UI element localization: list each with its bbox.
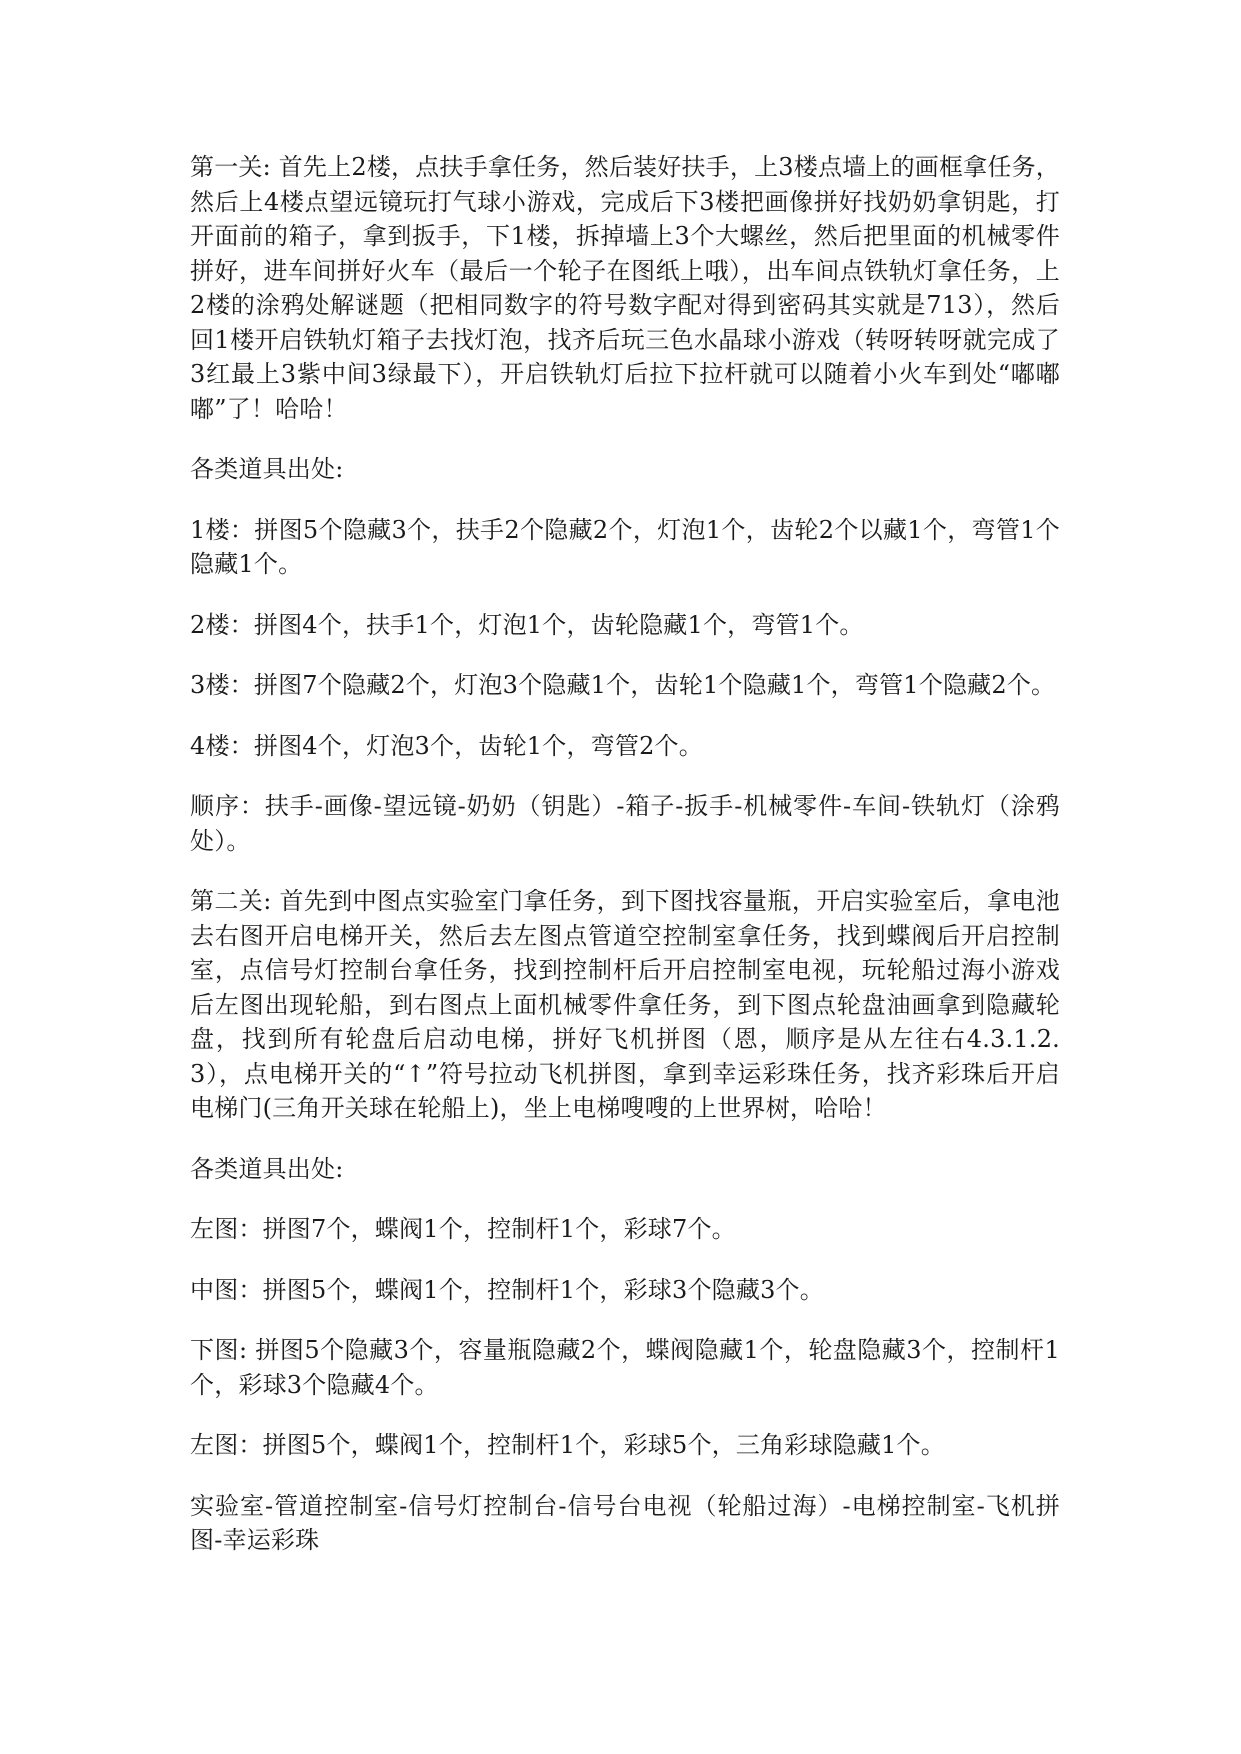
level1-floor4-items: 4楼：拼图4个，灯泡3个，齿轮1个，弯管2个。 — [190, 731, 703, 760]
level2-items-heading: 各类道具出处: — [190, 1154, 344, 1183]
level2-middle-items: 中图：拼图5个，蝶阀1个，控制杆1个，彩球3个隐藏3个。 — [190, 1275, 824, 1304]
level1-floor1-items: 1楼：拼图5个隐藏3个，扶手2个隐藏2个，灯泡1个，齿轮2个以藏1个，弯管1个隐藏1个。 — [190, 515, 1060, 578]
level2-bottom-items: 下图: 拼图5个隐藏3个，容量瓶隐藏2个，蝶阀隐藏1个，轮盘隐藏3个，控制杆1个，彩球3个隐藏4个。 — [190, 1336, 1060, 1399]
level2-left-items: 左图：拼图7个，蝶阀1个，控制杆1个，彩球7个。 — [190, 1215, 736, 1243]
level2-walkthrough: 第二关: 首先到中图点实验室门拿任务，到下图找容量瓶，开启实验室后，拿电池去右图开启电梯开关，然后去左图点管道空控制室拿任务，找到蝶阀后开启控制室，点信号灯控制台拿任务，找到控制杆后开启控制室电视，玩轮船过海小游戏后左图出现轮船，到右图点上面机械零件拿任务，到下图点轮盘油画拿到隐藏轮盘，找到所有轮盘后启动电梯，拼好飞机拼图（恩，顺序是从左往右4.3.1.2.3），点电梯开关的“↑”符号拉动飞机拼图，拿到幸运彩珠任务，找齐彩珠后开启电梯门(三角开关球在轮船上)，坐上电梯嗖嗖的上世界树，哈哈！ — [190, 887, 1060, 1122]
level1-floor2-items: 2楼：拼图4个，扶手1个，灯泡1个，齿轮隐藏1个，弯管1个。 — [190, 610, 864, 639]
level1-floor3-items: 3楼：拼图7个隐藏2个，灯泡3个隐藏1个，齿轮1个隐藏1个，弯管1个隐藏2个。 — [190, 671, 1056, 699]
level1-order: 顺序：扶手-画像-望远镜-奶奶（钥匙）-箱子-扳手-机械零件-车间-铁轨灯（涂鸦处）。 — [190, 792, 1060, 855]
document-page — [190, 150, 1060, 1558]
level2-order: 实验室-管道控制室-信号灯控制台-信号台电视（轮船过海）-电梯控制室-飞机拼图-幸运彩珠 — [190, 1491, 1060, 1554]
level1-walkthrough: 第一关: 首先上2楼，点扶手拿任务，然后装好扶手，上3楼点墙上的画框拿任务，然后上4楼点望远镜玩打气球小游戏，完成后下3楼把画像拼好找奶奶拿钥匙，打开面前的箱子，拿到扳手，下1楼，拆掉墙上3个大螺丝，然后把里面的机械零件拼好，进车间拼好火车（最后一个轮子在图纸上哦），出车间点铁轨灯拿任务，上2楼的涂鸦处解谜题（把相同数字的符号数字配对得到密码其实就是713），然后回1楼开启铁轨灯箱子去找灯泡，找齐后玩三色水晶球小游戏（转呀转呀就完成了3红最上3紫中间3绿最下），开启铁轨灯后拉下拉杆就可以随着小火车到处“嘟嘟嘟”了！哈哈！ — [190, 153, 1060, 423]
level1-items-heading: 各类道具出处: — [190, 455, 344, 483]
level2-left2-items: 左图：拼图5个，蝶阀1个，控制杆1个，彩球5个，三角彩球隐藏1个。 — [190, 1431, 945, 1459]
